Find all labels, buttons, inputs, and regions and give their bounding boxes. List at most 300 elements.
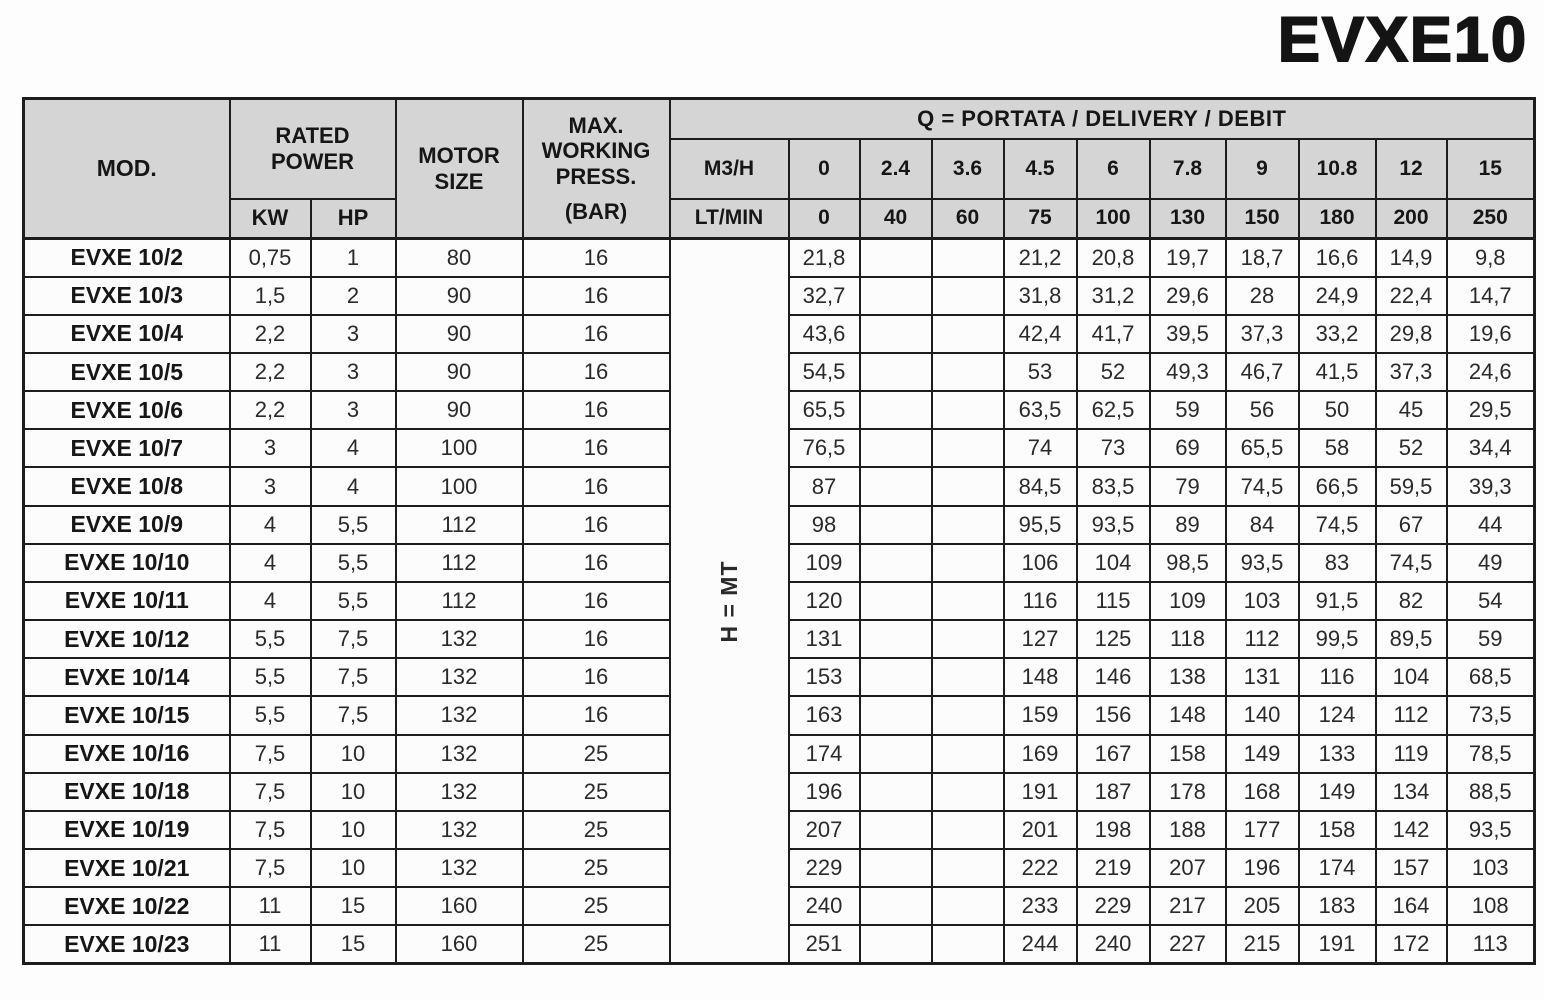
- head-value-cell: 146: [1077, 658, 1150, 696]
- h-mt-label: H = MT: [715, 559, 742, 643]
- kw-cell: 4: [230, 506, 311, 544]
- motor-size-cell: 132: [396, 773, 523, 811]
- head-value-cell: 39,5: [1150, 315, 1226, 353]
- head-value-cell: 62,5: [1077, 391, 1150, 429]
- head-value-cell: [860, 506, 932, 544]
- head-value-cell: 41,7: [1077, 315, 1150, 353]
- model-cell: EVXE 10/9: [24, 506, 230, 544]
- head-value-cell: [860, 696, 932, 734]
- head-value-cell: 66,5: [1299, 467, 1376, 505]
- motor-size-cell: 80: [396, 239, 523, 277]
- head-value-cell: 93,5: [1077, 506, 1150, 544]
- press-cell: 16: [523, 620, 670, 658]
- head-value-cell: 83: [1299, 544, 1376, 582]
- head-value-cell: 52: [1077, 353, 1150, 391]
- motor-size-cell: 132: [396, 811, 523, 849]
- head-value-cell: [932, 544, 1004, 582]
- kw-column-header: KW: [230, 199, 311, 239]
- head-value-cell: [932, 773, 1004, 811]
- model-cell: EVXE 10/18: [24, 773, 230, 811]
- head-value-cell: [860, 239, 932, 277]
- hp-cell: 4: [311, 467, 396, 505]
- model-cell: EVXE 10/2: [24, 239, 230, 277]
- head-value-cell: 251: [789, 925, 860, 963]
- hp-cell: 2: [311, 277, 396, 315]
- flow-value-header-cell: 9: [1226, 139, 1299, 199]
- head-value-cell: [932, 506, 1004, 544]
- head-value-cell: 74,5: [1376, 544, 1447, 582]
- kw-cell: 11: [230, 925, 311, 963]
- motor-size-column-header: MOTOR SIZE: [396, 99, 523, 239]
- table-row: [24, 239, 1535, 277]
- head-value-cell: 158: [1150, 735, 1226, 773]
- head-value-cell: [860, 544, 932, 582]
- head-value-cell: 191: [1004, 773, 1077, 811]
- head-value-cell: 201: [1004, 811, 1077, 849]
- flow-value-header-cell: 10.8: [1299, 139, 1376, 199]
- model-cell: EVXE 10/4: [24, 315, 230, 353]
- hp-cell: 5,5: [311, 582, 396, 620]
- kw-cell: 1,5: [230, 277, 311, 315]
- head-value-cell: 112: [1226, 620, 1299, 658]
- flow-value-header-cell: 200: [1376, 199, 1447, 239]
- head-value-cell: 79: [1150, 467, 1226, 505]
- head-value-cell: [860, 391, 932, 429]
- head-value-cell: 178: [1150, 773, 1226, 811]
- head-value-cell: 39,3: [1447, 467, 1535, 505]
- flow-value-header-cell: 7.8: [1150, 139, 1226, 199]
- head-value-cell: 50: [1299, 391, 1376, 429]
- head-value-cell: 98: [789, 506, 860, 544]
- flow-value-header-cell: 15: [1447, 139, 1535, 199]
- hp-cell: 10: [311, 849, 396, 887]
- hp-cell: 3: [311, 391, 396, 429]
- head-value-cell: 29,5: [1447, 391, 1535, 429]
- model-cell: EVXE 10/8: [24, 467, 230, 505]
- model-cell: EVXE 10/16: [24, 735, 230, 773]
- head-value-cell: 54: [1447, 582, 1535, 620]
- head-value-cell: 168: [1226, 773, 1299, 811]
- head-value-cell: 49,3: [1150, 353, 1226, 391]
- head-value-cell: [932, 429, 1004, 467]
- press-cell: 16: [523, 506, 670, 544]
- head-value-cell: 18,7: [1226, 239, 1299, 277]
- head-value-cell: 229: [1077, 887, 1150, 925]
- motor-size-cell: 90: [396, 353, 523, 391]
- flow-value-header-cell: 0: [789, 199, 860, 239]
- head-value-cell: [932, 353, 1004, 391]
- head-value-cell: 169: [1004, 735, 1077, 773]
- hp-cell: 3: [311, 353, 396, 391]
- hp-cell: 15: [311, 925, 396, 963]
- head-value-cell: 207: [789, 811, 860, 849]
- hp-column-header: HP: [311, 199, 396, 239]
- press-cell: 16: [523, 353, 670, 391]
- hp-cell: 7,5: [311, 658, 396, 696]
- head-value-cell: [860, 429, 932, 467]
- head-value-cell: 74: [1004, 429, 1077, 467]
- head-value-cell: 217: [1150, 887, 1226, 925]
- press-cell: 16: [523, 429, 670, 467]
- head-value-cell: 116: [1004, 582, 1077, 620]
- press-cell: 25: [523, 925, 670, 963]
- head-value-cell: 188: [1150, 811, 1226, 849]
- head-value-cell: 112: [1376, 696, 1447, 734]
- head-value-cell: 20,8: [1077, 239, 1150, 277]
- head-value-cell: 196: [789, 773, 860, 811]
- head-value-cell: 28: [1226, 277, 1299, 315]
- head-value-cell: [860, 582, 932, 620]
- head-value-cell: 76,5: [789, 429, 860, 467]
- head-value-cell: [932, 391, 1004, 429]
- press-cell: 16: [523, 544, 670, 582]
- head-value-cell: 174: [789, 735, 860, 773]
- head-value-cell: 215: [1226, 925, 1299, 963]
- head-value-cell: [932, 849, 1004, 887]
- head-value-cell: [932, 735, 1004, 773]
- hp-cell: 5,5: [311, 506, 396, 544]
- head-value-cell: 108: [1447, 887, 1535, 925]
- kw-cell: 5,5: [230, 696, 311, 734]
- flow-value-header-cell: 3.6: [932, 139, 1004, 199]
- head-value-cell: 99,5: [1299, 620, 1376, 658]
- motor-size-cell: 112: [396, 506, 523, 544]
- head-value-cell: 44: [1447, 506, 1535, 544]
- head-value-cell: 142: [1376, 811, 1447, 849]
- head-value-cell: 22,4: [1376, 277, 1447, 315]
- head-value-cell: 125: [1077, 620, 1150, 658]
- press-cell: 16: [523, 582, 670, 620]
- head-value-cell: 54,5: [789, 353, 860, 391]
- head-value-cell: 149: [1299, 773, 1376, 811]
- model-cell: EVXE 10/19: [24, 811, 230, 849]
- head-value-cell: [860, 773, 932, 811]
- head-value-cell: 21,2: [1004, 239, 1077, 277]
- model-cell: EVXE 10/21: [24, 849, 230, 887]
- head-value-cell: 103: [1226, 582, 1299, 620]
- head-value-cell: 119: [1376, 735, 1447, 773]
- model-cell: EVXE 10/22: [24, 887, 230, 925]
- head-value-cell: 82: [1376, 582, 1447, 620]
- motor-size-cell: 112: [396, 544, 523, 582]
- press-cell: 16: [523, 467, 670, 505]
- head-value-cell: 229: [789, 849, 860, 887]
- head-value-cell: 174: [1299, 849, 1376, 887]
- head-value-cell: [860, 811, 932, 849]
- head-value-cell: [860, 658, 932, 696]
- head-value-cell: 177: [1226, 811, 1299, 849]
- head-value-cell: 118: [1150, 620, 1226, 658]
- kw-cell: 7,5: [230, 849, 311, 887]
- model-cell: EVXE 10/14: [24, 658, 230, 696]
- head-value-cell: 149: [1226, 735, 1299, 773]
- head-value-cell: 159: [1004, 696, 1077, 734]
- head-value-cell: 31,8: [1004, 277, 1077, 315]
- kw-cell: 2,2: [230, 315, 311, 353]
- head-value-cell: 148: [1004, 658, 1077, 696]
- motor-size-cell: 90: [396, 391, 523, 429]
- head-value-cell: 21,8: [789, 239, 860, 277]
- flow-value-header-cell: 130: [1150, 199, 1226, 239]
- kw-cell: 7,5: [230, 773, 311, 811]
- model-cell: EVXE 10/7: [24, 429, 230, 467]
- head-value-cell: 167: [1077, 735, 1150, 773]
- press-cell: 25: [523, 849, 670, 887]
- head-value-cell: 240: [789, 887, 860, 925]
- flow-value-header-cell: 6: [1077, 139, 1150, 199]
- head-value-cell: 42,4: [1004, 315, 1077, 353]
- head-value-cell: 140: [1226, 696, 1299, 734]
- head-value-cell: 29,8: [1376, 315, 1447, 353]
- hp-cell: 10: [311, 773, 396, 811]
- flow-value-header-cell: 250: [1447, 199, 1535, 239]
- head-value-cell: [860, 315, 932, 353]
- table-body: [24, 239, 1535, 964]
- press-cell: 25: [523, 773, 670, 811]
- head-value-cell: 31,2: [1077, 277, 1150, 315]
- motor-size-cell: 132: [396, 620, 523, 658]
- head-value-cell: 205: [1226, 887, 1299, 925]
- head-value-cell: 93,5: [1447, 811, 1535, 849]
- head-value-cell: 156: [1077, 696, 1150, 734]
- head-value-cell: 87: [789, 467, 860, 505]
- press-cell: 16: [523, 696, 670, 734]
- head-value-cell: 172: [1376, 925, 1447, 963]
- flow-value-header-cell: 75: [1004, 199, 1077, 239]
- head-value-cell: 131: [1226, 658, 1299, 696]
- head-value-cell: 198: [1077, 811, 1150, 849]
- pump-spec-table: [22, 97, 1536, 965]
- flow-value-header-cell: 0: [789, 139, 860, 199]
- hp-cell: 15: [311, 887, 396, 925]
- press-cell: 16: [523, 658, 670, 696]
- head-value-cell: 157: [1376, 849, 1447, 887]
- rated-power-column-header: RATED POWER: [230, 99, 396, 199]
- head-value-cell: [860, 887, 932, 925]
- head-value-cell: 34,4: [1447, 429, 1535, 467]
- head-value-cell: 73: [1077, 429, 1150, 467]
- head-value-cell: 138: [1150, 658, 1226, 696]
- press-cell: 16: [523, 277, 670, 315]
- head-value-cell: [860, 467, 932, 505]
- kw-cell: 2,2: [230, 353, 311, 391]
- head-value-cell: 98,5: [1150, 544, 1226, 582]
- head-value-cell: [860, 620, 932, 658]
- head-value-cell: 134: [1376, 773, 1447, 811]
- hp-cell: 4: [311, 429, 396, 467]
- head-value-cell: [932, 696, 1004, 734]
- head-value-cell: 116: [1299, 658, 1376, 696]
- head-value-cell: 59,5: [1376, 467, 1447, 505]
- model-cell: EVXE 10/11: [24, 582, 230, 620]
- motor-size-cell: 132: [396, 696, 523, 734]
- flow-value-header-cell: 4.5: [1004, 139, 1077, 199]
- head-value-cell: 148: [1150, 696, 1226, 734]
- head-value-cell: 9,8: [1447, 239, 1535, 277]
- head-value-cell: 219: [1077, 849, 1150, 887]
- motor-size-cell: 100: [396, 467, 523, 505]
- head-value-cell: 74,5: [1226, 467, 1299, 505]
- head-value-cell: 74,5: [1299, 506, 1376, 544]
- head-value-cell: 183: [1299, 887, 1376, 925]
- motor-size-cell: 132: [396, 658, 523, 696]
- press-cell: 16: [523, 315, 670, 353]
- head-value-cell: 120: [789, 582, 860, 620]
- flow-value-header-cell: 40: [860, 199, 932, 239]
- model-cell: EVXE 10/10: [24, 544, 230, 582]
- head-value-cell: 89,5: [1376, 620, 1447, 658]
- max-working-press-column-header: MAX. WORKING PRESS. (BAR): [523, 99, 670, 239]
- press-cell: 16: [523, 239, 670, 277]
- head-value-cell: 73,5: [1447, 696, 1535, 734]
- bar-unit-label: (BAR): [564, 198, 628, 224]
- head-value-cell: 84,5: [1004, 467, 1077, 505]
- head-value-cell: [932, 315, 1004, 353]
- head-value-cell: [860, 353, 932, 391]
- head-value-cell: 233: [1004, 887, 1077, 925]
- head-value-cell: 191: [1299, 925, 1376, 963]
- head-value-cell: 109: [1150, 582, 1226, 620]
- table-header: [24, 99, 1535, 239]
- head-value-cell: [860, 925, 932, 963]
- kw-cell: 3: [230, 429, 311, 467]
- head-value-cell: 53: [1004, 353, 1077, 391]
- flow-value-header-cell: 60: [932, 199, 1004, 239]
- head-value-cell: [932, 658, 1004, 696]
- m3h-row-label: M3/H: [670, 139, 789, 199]
- head-value-cell: 58: [1299, 429, 1376, 467]
- head-value-cell: 163: [789, 696, 860, 734]
- head-value-cell: 109: [789, 544, 860, 582]
- head-value-cell: 83,5: [1077, 467, 1150, 505]
- press-cell: 16: [523, 391, 670, 429]
- head-value-cell: 222: [1004, 849, 1077, 887]
- head-value-cell: 164: [1376, 887, 1447, 925]
- head-value-cell: 103: [1447, 849, 1535, 887]
- head-value-cell: [932, 887, 1004, 925]
- motor-size-cell: 90: [396, 315, 523, 353]
- head-value-cell: 43,6: [789, 315, 860, 353]
- kw-cell: 4: [230, 544, 311, 582]
- head-value-cell: 153: [789, 658, 860, 696]
- head-value-cell: 14,7: [1447, 277, 1535, 315]
- flow-value-header-cell: 180: [1299, 199, 1376, 239]
- head-value-cell: 106: [1004, 544, 1077, 582]
- kw-cell: 5,5: [230, 620, 311, 658]
- head-value-cell: 131: [789, 620, 860, 658]
- head-value-cell: [860, 277, 932, 315]
- head-value-cell: [932, 582, 1004, 620]
- head-value-cell: 196: [1226, 849, 1299, 887]
- head-value-cell: 46,7: [1226, 353, 1299, 391]
- kw-cell: 5,5: [230, 658, 311, 696]
- head-value-cell: 69: [1150, 429, 1226, 467]
- head-value-cell: 52: [1376, 429, 1447, 467]
- head-value-cell: 227: [1150, 925, 1226, 963]
- ltmin-row-label: LT/MIN: [670, 199, 789, 239]
- hp-cell: 7,5: [311, 696, 396, 734]
- page-title: EVXE10: [1277, 5, 1528, 75]
- head-value-cell: 240: [1077, 925, 1150, 963]
- flow-value-header-cell: 150: [1226, 199, 1299, 239]
- head-value-cell: [932, 811, 1004, 849]
- head-value-cell: 16,6: [1299, 239, 1376, 277]
- head-value-cell: [932, 467, 1004, 505]
- head-value-cell: 24,9: [1299, 277, 1376, 315]
- head-value-cell: 91,5: [1299, 582, 1376, 620]
- model-cell: EVXE 10/5: [24, 353, 230, 391]
- head-value-cell: 68,5: [1447, 658, 1535, 696]
- head-value-cell: 158: [1299, 811, 1376, 849]
- head-value-cell: 133: [1299, 735, 1376, 773]
- hp-cell: 1: [311, 239, 396, 277]
- kw-cell: 0,75: [230, 239, 311, 277]
- head-value-cell: 59: [1447, 620, 1535, 658]
- model-cell: EVXE 10/6: [24, 391, 230, 429]
- head-value-cell: [860, 849, 932, 887]
- head-value-cell: 93,5: [1226, 544, 1299, 582]
- head-value-cell: [932, 277, 1004, 315]
- motor-size-cell: 90: [396, 277, 523, 315]
- head-value-cell: [932, 620, 1004, 658]
- model-cell: EVXE 10/23: [24, 925, 230, 963]
- kw-cell: 11: [230, 887, 311, 925]
- head-value-cell: 95,5: [1004, 506, 1077, 544]
- head-value-cell: 37,3: [1376, 353, 1447, 391]
- head-value-cell: 37,3: [1226, 315, 1299, 353]
- head-value-cell: 49: [1447, 544, 1535, 582]
- flow-value-header-cell: 12: [1376, 139, 1447, 199]
- motor-size-cell: 100: [396, 429, 523, 467]
- head-value-cell: 84: [1226, 506, 1299, 544]
- press-cell: 25: [523, 735, 670, 773]
- head-value-cell: 65,5: [1226, 429, 1299, 467]
- head-value-cell: 59: [1150, 391, 1226, 429]
- hp-cell: 5,5: [311, 544, 396, 582]
- model-cell: EVXE 10/15: [24, 696, 230, 734]
- model-cell: EVXE 10/3: [24, 277, 230, 315]
- head-value-cell: [932, 239, 1004, 277]
- flow-value-header-cell: 2.4: [860, 139, 932, 199]
- kw-cell: 7,5: [230, 811, 311, 849]
- head-value-cell: 78,5: [1447, 735, 1535, 773]
- motor-size-cell: 112: [396, 582, 523, 620]
- head-value-cell: 56: [1226, 391, 1299, 429]
- motor-size-cell: 160: [396, 925, 523, 963]
- head-value-cell: 19,6: [1447, 315, 1535, 353]
- head-value-cell: 88,5: [1447, 773, 1535, 811]
- head-value-cell: 113: [1447, 925, 1535, 963]
- head-value-cell: 187: [1077, 773, 1150, 811]
- q-delivery-title: Q = PORTATA / DELIVERY / DEBIT: [670, 99, 1535, 139]
- head-value-cell: 19,7: [1150, 239, 1226, 277]
- hp-cell: 10: [311, 811, 396, 849]
- head-value-cell: 244: [1004, 925, 1077, 963]
- head-value-cell: 104: [1077, 544, 1150, 582]
- head-value-cell: 33,2: [1299, 315, 1376, 353]
- press-cell: 25: [523, 811, 670, 849]
- head-value-cell: 65,5: [789, 391, 860, 429]
- motor-size-cell: 160: [396, 887, 523, 925]
- head-value-cell: 63,5: [1004, 391, 1077, 429]
- head-value-cell: 41,5: [1299, 353, 1376, 391]
- head-value-cell: 29,6: [1150, 277, 1226, 315]
- head-value-cell: [932, 925, 1004, 963]
- mod-column-header: MOD.: [24, 99, 230, 239]
- head-value-cell: 127: [1004, 620, 1077, 658]
- kw-cell: 7,5: [230, 735, 311, 773]
- head-value-cell: 115: [1077, 582, 1150, 620]
